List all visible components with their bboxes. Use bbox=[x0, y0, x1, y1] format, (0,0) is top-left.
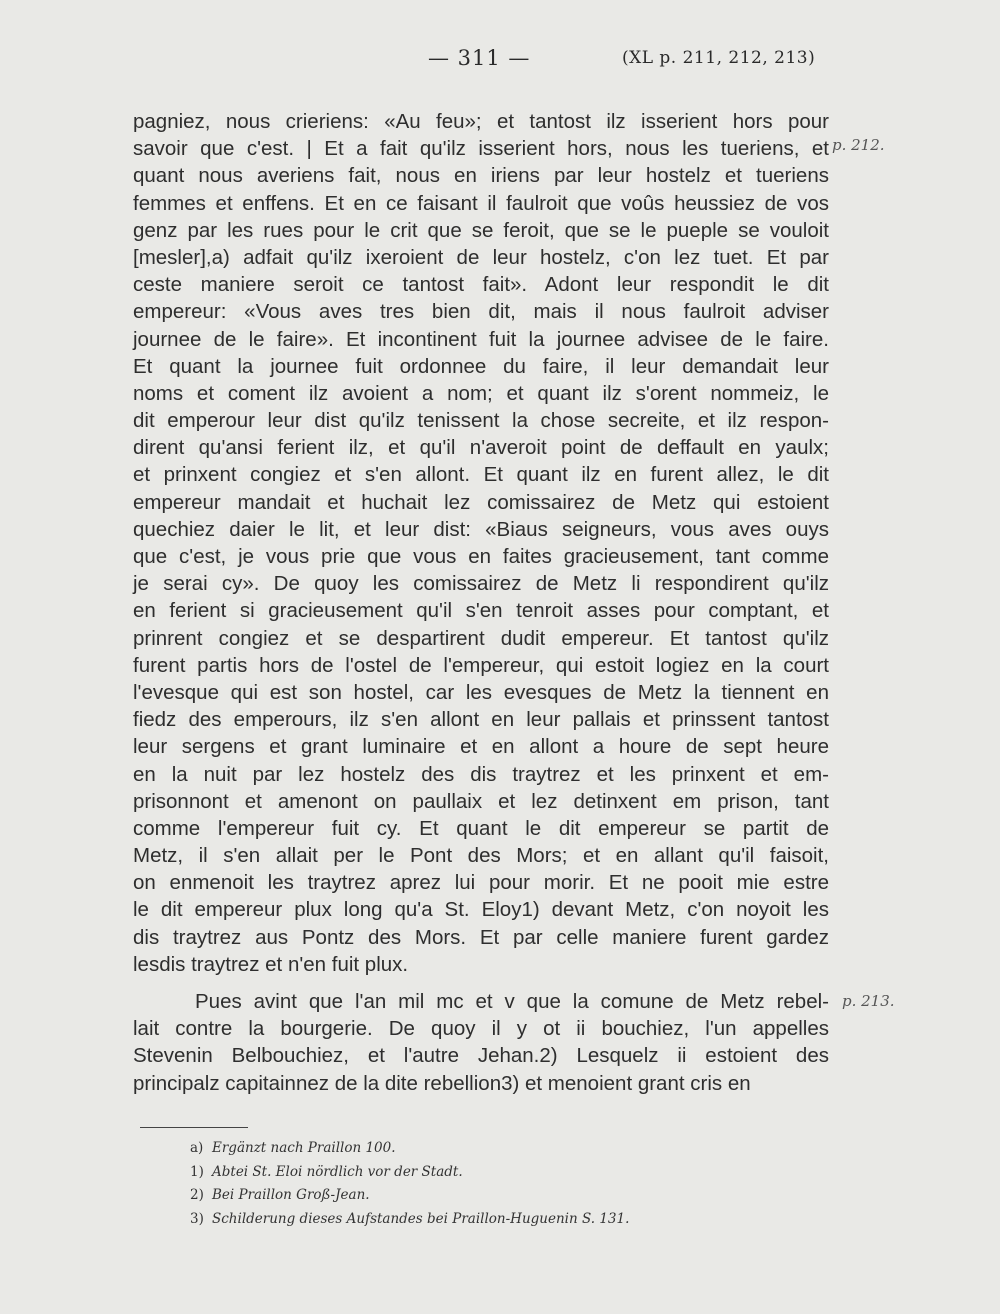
text-line: en la nuit par lez hostelz des dis traytrez et les prinxent et em- bbox=[133, 762, 829, 786]
text-line: genz par les rues pour le crit que se feroit, que se le pueple se vouloit bbox=[133, 218, 829, 242]
text-line: [mesler],a) adfait qu'ilz ixeroient de leur hostelz, c'on lez tuet. Et par bbox=[133, 245, 829, 269]
text-line: dis traytrez aus Pontz des Mors. Et par celle maniere furent gardez bbox=[133, 925, 829, 949]
text-line: quechiez daier le lit, et leur dist: «Biaus seigneurs, vous aves ouys bbox=[133, 517, 829, 541]
text-line: que c'est, je vous prie que vous en faites gracieusement, tant comme bbox=[133, 545, 829, 568]
text-line: empereur mandait et huchait lez comissairez de Metz qui estoient bbox=[133, 490, 829, 514]
footnote bbox=[190, 1137, 810, 1161]
footnote bbox=[190, 1161, 810, 1185]
page-header bbox=[0, 46, 1000, 76]
footnote bbox=[190, 1208, 810, 1232]
text-line: journee de le faire». Et incontinent fuit la journee advisee de le faire. bbox=[133, 327, 829, 351]
text-line: dirent qu'ansi ferient ilz, et qu'il n'averoit point de deffault en yaulx; bbox=[133, 436, 829, 460]
text-line: dit emperour leur dist qu'ilz tenissent la chose secreite, et ilz respon- bbox=[133, 409, 829, 433]
footnote-text: Ergänzt nach Praillon 100. bbox=[212, 1140, 396, 1156]
footnote-mark: 2) bbox=[190, 1187, 204, 1203]
text-line: prisonnont et amenont on paullaix et lez detinxent em prison, tant bbox=[133, 789, 829, 813]
text-line: pagniez, nous crieriens: «Au feu»; et tantost ilz isserient hors pour bbox=[133, 110, 829, 133]
body-text bbox=[133, 108, 829, 1097]
text-line: leur sergens et grant luminaire et en allont a houre de sept heure bbox=[133, 735, 829, 759]
footnote-text: Abtei St. Eloi nördlich vor der Stadt. bbox=[212, 1163, 463, 1180]
text-line: fiedz des emperours, ilz s'en allont en leur pallais et prinssent tantost bbox=[133, 708, 829, 732]
margin-note-p213: p. 213. bbox=[842, 992, 895, 1010]
paragraph-1 bbox=[133, 108, 829, 978]
text-line: le dit empereur plux long qu'a St. Eloy1) devant Metz, c'on noyoit les bbox=[133, 898, 829, 922]
footnote-mark: 3) bbox=[190, 1210, 204, 1227]
text-line: en ferient si gracieusement qu'il s'en tenroit asses pour comptant, et bbox=[133, 599, 829, 623]
footnote-rule bbox=[140, 1127, 248, 1128]
source-reference: (XL p. 211, 212, 213) bbox=[622, 48, 816, 68]
footnote-mark: a) bbox=[190, 1140, 204, 1156]
text-line: lait contre la bourgerie. De quoy il y ot ii bouchiez, l'un appelles bbox=[133, 1017, 829, 1041]
text-line: noms et coment ilz avoient a nom; et quant ilz s'orent nommeiz, le bbox=[133, 381, 829, 405]
text-line: ceste maniere seroit ce tantost fait». Adont leur respondit le dit bbox=[133, 273, 829, 297]
text-line: et prinxent congiez et s'en allont. Et quant ilz en furent allez, le dit bbox=[133, 463, 829, 487]
margin-note-p212: p. 212. bbox=[832, 136, 885, 154]
footnote-text: Schilderung dieses Aufstandes bei Praillon-Huguenin S. 131. bbox=[212, 1210, 630, 1227]
text-line: l'evesque qui est son hostel, car les evesques de Metz la tiennent en bbox=[133, 680, 829, 704]
text-line: Metz, il s'en allait per le Pont des Mors; et en allant qu'il faisoit, bbox=[133, 844, 829, 868]
text-line: Et quant la journee fuit ordonnee du faire, il leur demandait leur bbox=[133, 354, 829, 378]
footnote-mark: 1) bbox=[190, 1163, 204, 1180]
text-line: savoir que c'est. | Et a fait qu'ilz isserient hors, nous les tueriens, et bbox=[133, 137, 829, 161]
page-number: — 311 — bbox=[428, 46, 531, 70]
text-line: furent partis hors de l'ostel de l'empereur, qui estoit logiez en la court bbox=[133, 653, 829, 677]
footnotes bbox=[190, 1137, 810, 1231]
text-line: principalz capitainnez de la dite rebellion3) et menoient grant cris en bbox=[133, 1071, 751, 1095]
text-line: quant nous averiens fait, nous en iriens par leur hostelz et tueriens bbox=[133, 164, 829, 188]
text-line: prinrent congiez et se despartirent dudit empereur. Et tantost qu'ilz bbox=[133, 626, 829, 650]
paragraph-2 bbox=[133, 988, 829, 1097]
footnote bbox=[190, 1184, 810, 1208]
text-line: empereur: «Vous aves tres bien dit, mais il nous faulroit adviser bbox=[133, 300, 829, 324]
footnote-text: Bei Praillon Groß-Jean. bbox=[212, 1187, 370, 1203]
text-line: Stevenin Belbouchiez, et l'autre Jehan.2) Lesquelz ii estoient des bbox=[133, 1044, 829, 1068]
text-line: comme l'empereur fuit cy. Et quant le dit empereur se partit de bbox=[133, 816, 829, 840]
text-line: femmes et enffens. Et en ce faisant il faulroit que voûs heussiez de vos bbox=[133, 191, 829, 215]
text-line: je serai cy». De quoy les comissairez de Metz li respondirent qu'ilz bbox=[133, 572, 829, 596]
text-line: on enmenoit les traytrez aprez lui pour morir. Et ne pooit mie estre bbox=[133, 871, 829, 895]
text-line: Pues avint que l'an mil mc et v que la comune de Metz rebel- bbox=[195, 990, 829, 1013]
text-line: lesdis traytrez et n'en fuit plux. bbox=[133, 952, 409, 976]
